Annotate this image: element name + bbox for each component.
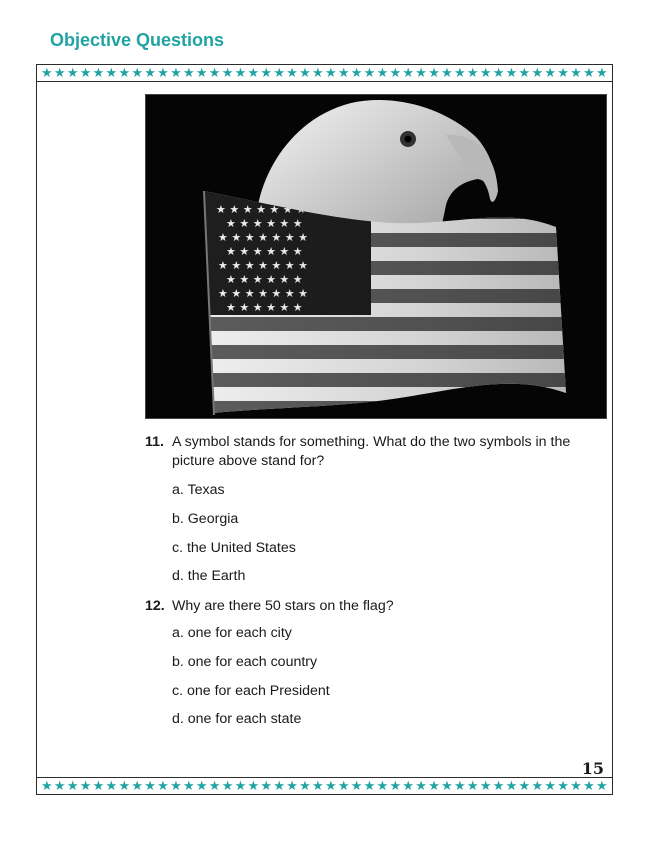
answer-choice-b[interactable]: b. one for each country <box>172 654 318 670</box>
star-icon: ★ <box>595 778 608 794</box>
star-icon: ★ <box>570 65 582 81</box>
star-icon: ★ <box>324 778 337 794</box>
star-icon: ★ <box>157 778 169 794</box>
answer-choice-c[interactable]: c. one for each President <box>172 683 330 699</box>
question-number: 11. <box>145 434 164 450</box>
star-icon: ★ <box>273 65 285 81</box>
star-icon: ★ <box>247 778 260 794</box>
section-title: Objective Questions <box>50 30 225 50</box>
star-icon: ★ <box>505 778 518 794</box>
star-icon: ★ <box>41 65 53 81</box>
answer-choice-d[interactable]: d. the Earth <box>172 568 246 584</box>
star-icon: ★ <box>118 778 131 794</box>
star-icon: ★ <box>286 65 298 81</box>
star-icon: ★ <box>466 778 479 794</box>
star-icon: ★ <box>570 778 582 794</box>
star-icon: ★ <box>208 65 221 81</box>
star-icon: ★ <box>337 65 350 81</box>
star-icon: ★ <box>492 65 505 81</box>
star-icon: ★ <box>415 778 427 794</box>
star-icon: ★ <box>234 65 247 81</box>
star-icon: ★ <box>157 65 169 81</box>
star-icon: ★ <box>260 778 273 794</box>
question-number: 12. <box>145 598 165 614</box>
star-icon: ★ <box>402 65 415 81</box>
star-icon: ★ <box>312 65 324 81</box>
star-icon: ★ <box>92 778 105 794</box>
star-icon: ★ <box>466 65 479 81</box>
question-text: A symbol stands for something. What do the two symbols in the picture above stand for? <box>172 434 571 469</box>
star-icon: ★ <box>479 65 492 81</box>
answer-choice-b[interactable]: b. Georgia <box>172 511 239 527</box>
page-frame <box>36 64 613 795</box>
star-icon: ★ <box>105 778 118 794</box>
star-icon: ★ <box>376 65 389 81</box>
question-12 <box>145 597 585 616</box>
eagle-flag-illustration <box>146 95 606 418</box>
bottom-star-border <box>37 777 612 794</box>
star-icon: ★ <box>402 778 415 794</box>
star-icon: ★ <box>195 778 208 794</box>
star-icon: ★ <box>557 778 569 794</box>
star-icon: ★ <box>583 778 595 794</box>
star-icon: ★ <box>299 778 311 794</box>
star-icon: ★ <box>105 65 118 81</box>
star-icon: ★ <box>312 778 324 794</box>
star-icon: ★ <box>595 65 608 81</box>
star-icon: ★ <box>492 778 505 794</box>
star-icon: ★ <box>531 778 544 794</box>
star-icon: ★ <box>376 778 389 794</box>
star-icon: ★ <box>234 778 247 794</box>
star-icon: ★ <box>441 65 453 81</box>
star-icon: ★ <box>260 65 273 81</box>
star-icon: ★ <box>79 778 92 794</box>
star-icon: ★ <box>131 778 143 794</box>
star-icon: ★ <box>41 778 53 794</box>
star-icon: ★ <box>144 65 156 81</box>
star-icon: ★ <box>363 778 376 794</box>
answer-choice-d[interactable]: d. one for each state <box>172 711 302 727</box>
star-icon: ★ <box>221 778 234 794</box>
star-icon: ★ <box>221 65 234 81</box>
star-icon: ★ <box>518 778 531 794</box>
star-icon: ★ <box>131 65 143 81</box>
star-icon: ★ <box>92 65 105 81</box>
star-icon: ★ <box>79 65 92 81</box>
star-icon: ★ <box>544 778 556 794</box>
eagle-flag-photo <box>145 94 607 419</box>
star-icon: ★ <box>53 65 66 81</box>
question-11 <box>145 433 585 471</box>
star-icon: ★ <box>531 65 544 81</box>
star-icon: ★ <box>479 778 492 794</box>
star-icon: ★ <box>170 65 182 81</box>
star-icon: ★ <box>389 65 402 81</box>
star-icon: ★ <box>350 65 363 81</box>
star-icon: ★ <box>505 65 518 81</box>
star-icon: ★ <box>53 778 66 794</box>
star-icon: ★ <box>544 65 556 81</box>
star-icon: ★ <box>118 65 131 81</box>
star-icon: ★ <box>182 778 195 794</box>
star-icon: ★ <box>415 65 427 81</box>
star-icon: ★ <box>182 65 195 81</box>
star-icon: ★ <box>363 65 376 81</box>
answer-choice-c[interactable]: c. the United States <box>172 540 296 556</box>
star-icon: ★ <box>66 778 79 794</box>
star-icon: ★ <box>583 65 595 81</box>
star-icon: ★ <box>350 778 363 794</box>
star-icon: ★ <box>557 65 569 81</box>
page-number: 15 <box>581 759 604 778</box>
star-icon: ★ <box>208 778 221 794</box>
answer-choice-a[interactable]: a. one for each city <box>172 625 292 641</box>
star-icon: ★ <box>299 65 311 81</box>
star-icon: ★ <box>389 778 402 794</box>
star-icon: ★ <box>337 778 350 794</box>
star-icon: ★ <box>454 778 466 794</box>
question-text: Why are there 50 stars on the flag? <box>172 598 394 614</box>
star-icon: ★ <box>441 778 453 794</box>
top-star-border <box>37 65 612 82</box>
star-icon: ★ <box>324 65 337 81</box>
star-icon: ★ <box>518 65 531 81</box>
answer-choice-a[interactable]: a. Texas <box>172 482 225 498</box>
star-icon: ★ <box>66 65 79 81</box>
star-icon: ★ <box>428 65 440 81</box>
star-icon: ★ <box>454 65 466 81</box>
star-icon: ★ <box>170 778 182 794</box>
star-icon: ★ <box>195 65 208 81</box>
star-icon: ★ <box>428 778 440 794</box>
star-icon: ★ <box>247 65 260 81</box>
star-icon: ★ <box>286 778 298 794</box>
star-icon: ★ <box>273 778 285 794</box>
star-icon: ★ <box>144 778 156 794</box>
